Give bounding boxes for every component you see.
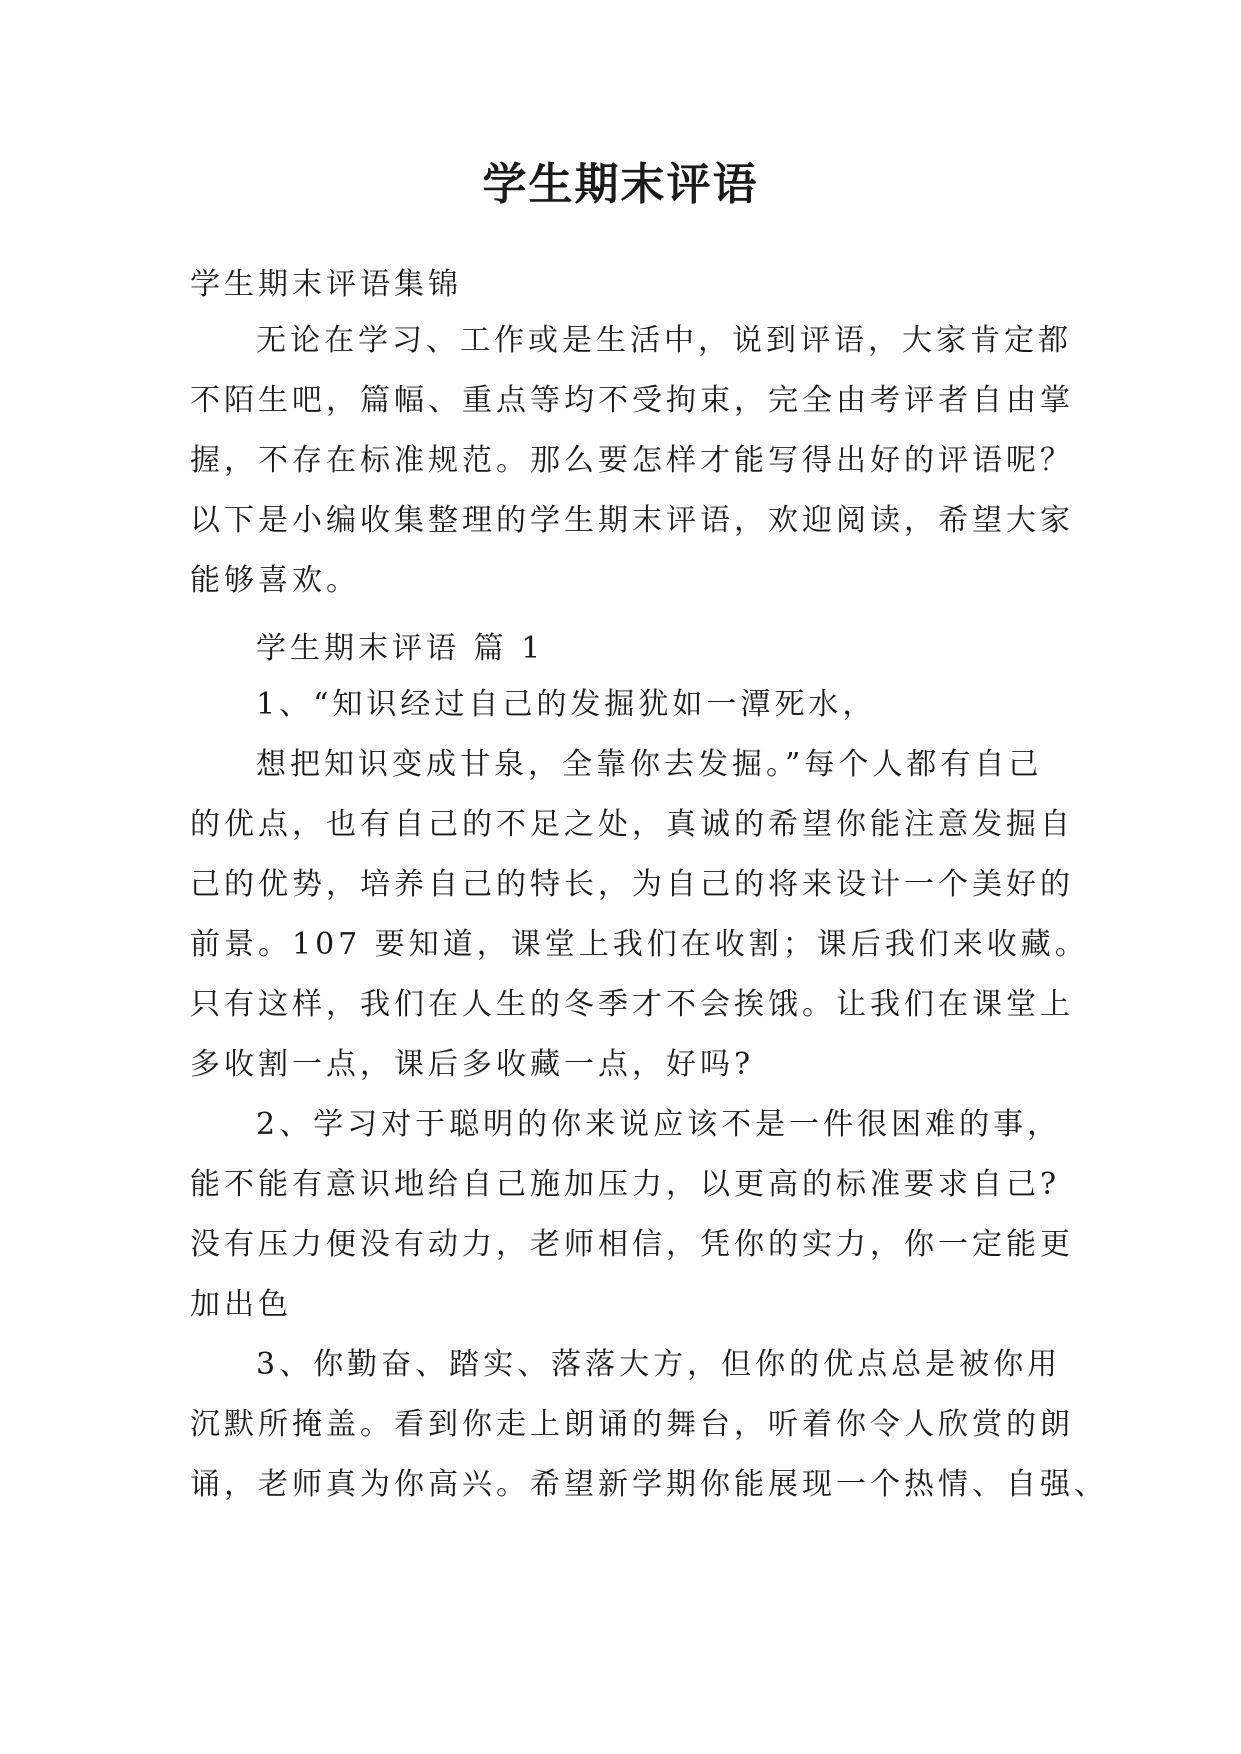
item1-line: 前景。107 要知道，课堂上我们在收割；课后我们来收藏。 <box>190 927 1089 962</box>
intro-line: 能够喜欢。 <box>190 563 360 598</box>
intro-paragraph <box>190 311 1074 611</box>
item2-line: 能不能有意识地给自己施加压力，以更高的标准要求自己? <box>190 1167 1061 1202</box>
subtitle-line: 学生期末评语集锦 <box>190 267 462 302</box>
comment-item-2 <box>190 1095 1074 1335</box>
item1-line: 只有这样，我们在人生的冬季才不会挨饿。让我们在课堂上 <box>190 987 1074 1022</box>
item3-line: 沉默所掩盖。看到你走上朗诵的舞台，听着你令人欣赏的朗 <box>190 1407 1074 1442</box>
item2-line: 加出色 <box>190 1287 292 1322</box>
item1-line: 己的优势，培养自己的特长，为自己的将来设计一个美好的 <box>190 867 1074 902</box>
comment-item-1 <box>190 675 1089 1095</box>
item2-line: 2、学习对于聪明的你来说应该不是一件很困难的事， <box>256 1107 1062 1142</box>
item3-line: 诵，老师真为你高兴。希望新学期你能展现一个热情、自强、 <box>190 1467 1108 1502</box>
item1-line: 的优点，也有自己的不足之处，真诚的希望你能注意发掘自 <box>190 807 1074 842</box>
item1-line: 多收割一点，课后多收藏一点，好吗? <box>190 1047 755 1082</box>
intro-line: 握，不存在标准规范。那么要怎样才能写得出好的评语呢？ <box>190 443 1074 478</box>
item2-line: 没有压力便没有动力，老师相信，凭你的实力，你一定能更 <box>190 1227 1074 1262</box>
section-heading-text: 学生期末评语 篇 1 <box>256 631 545 666</box>
intro-line: 不陌生吧，篇幅、重点等均不受拘束，完全由考评者自由掌 <box>190 383 1074 418</box>
item1-line: 想把知识变成甘泉，全靠你去发掘。”每个人都有自己 <box>256 747 1043 782</box>
intro-line: 无论在学习、工作或是生活中，说到评语，大家肯定都 <box>256 323 1072 358</box>
intro-line: 以下是小编收集整理的学生期末评语，欢迎阅读，希望大家 <box>190 503 1074 538</box>
item3-line: 3、你勤奋、踏实、落落大方，但你的优点总是被你用 <box>256 1347 1062 1382</box>
document-subtitle <box>190 255 1056 315</box>
item1-line: 1、“知识经过自己的发掘犹如一潭死水， <box>256 687 877 722</box>
document-title: 学生期末评语 <box>482 159 759 210</box>
section-heading <box>190 619 1056 679</box>
comment-item-3 <box>190 1335 1108 1515</box>
